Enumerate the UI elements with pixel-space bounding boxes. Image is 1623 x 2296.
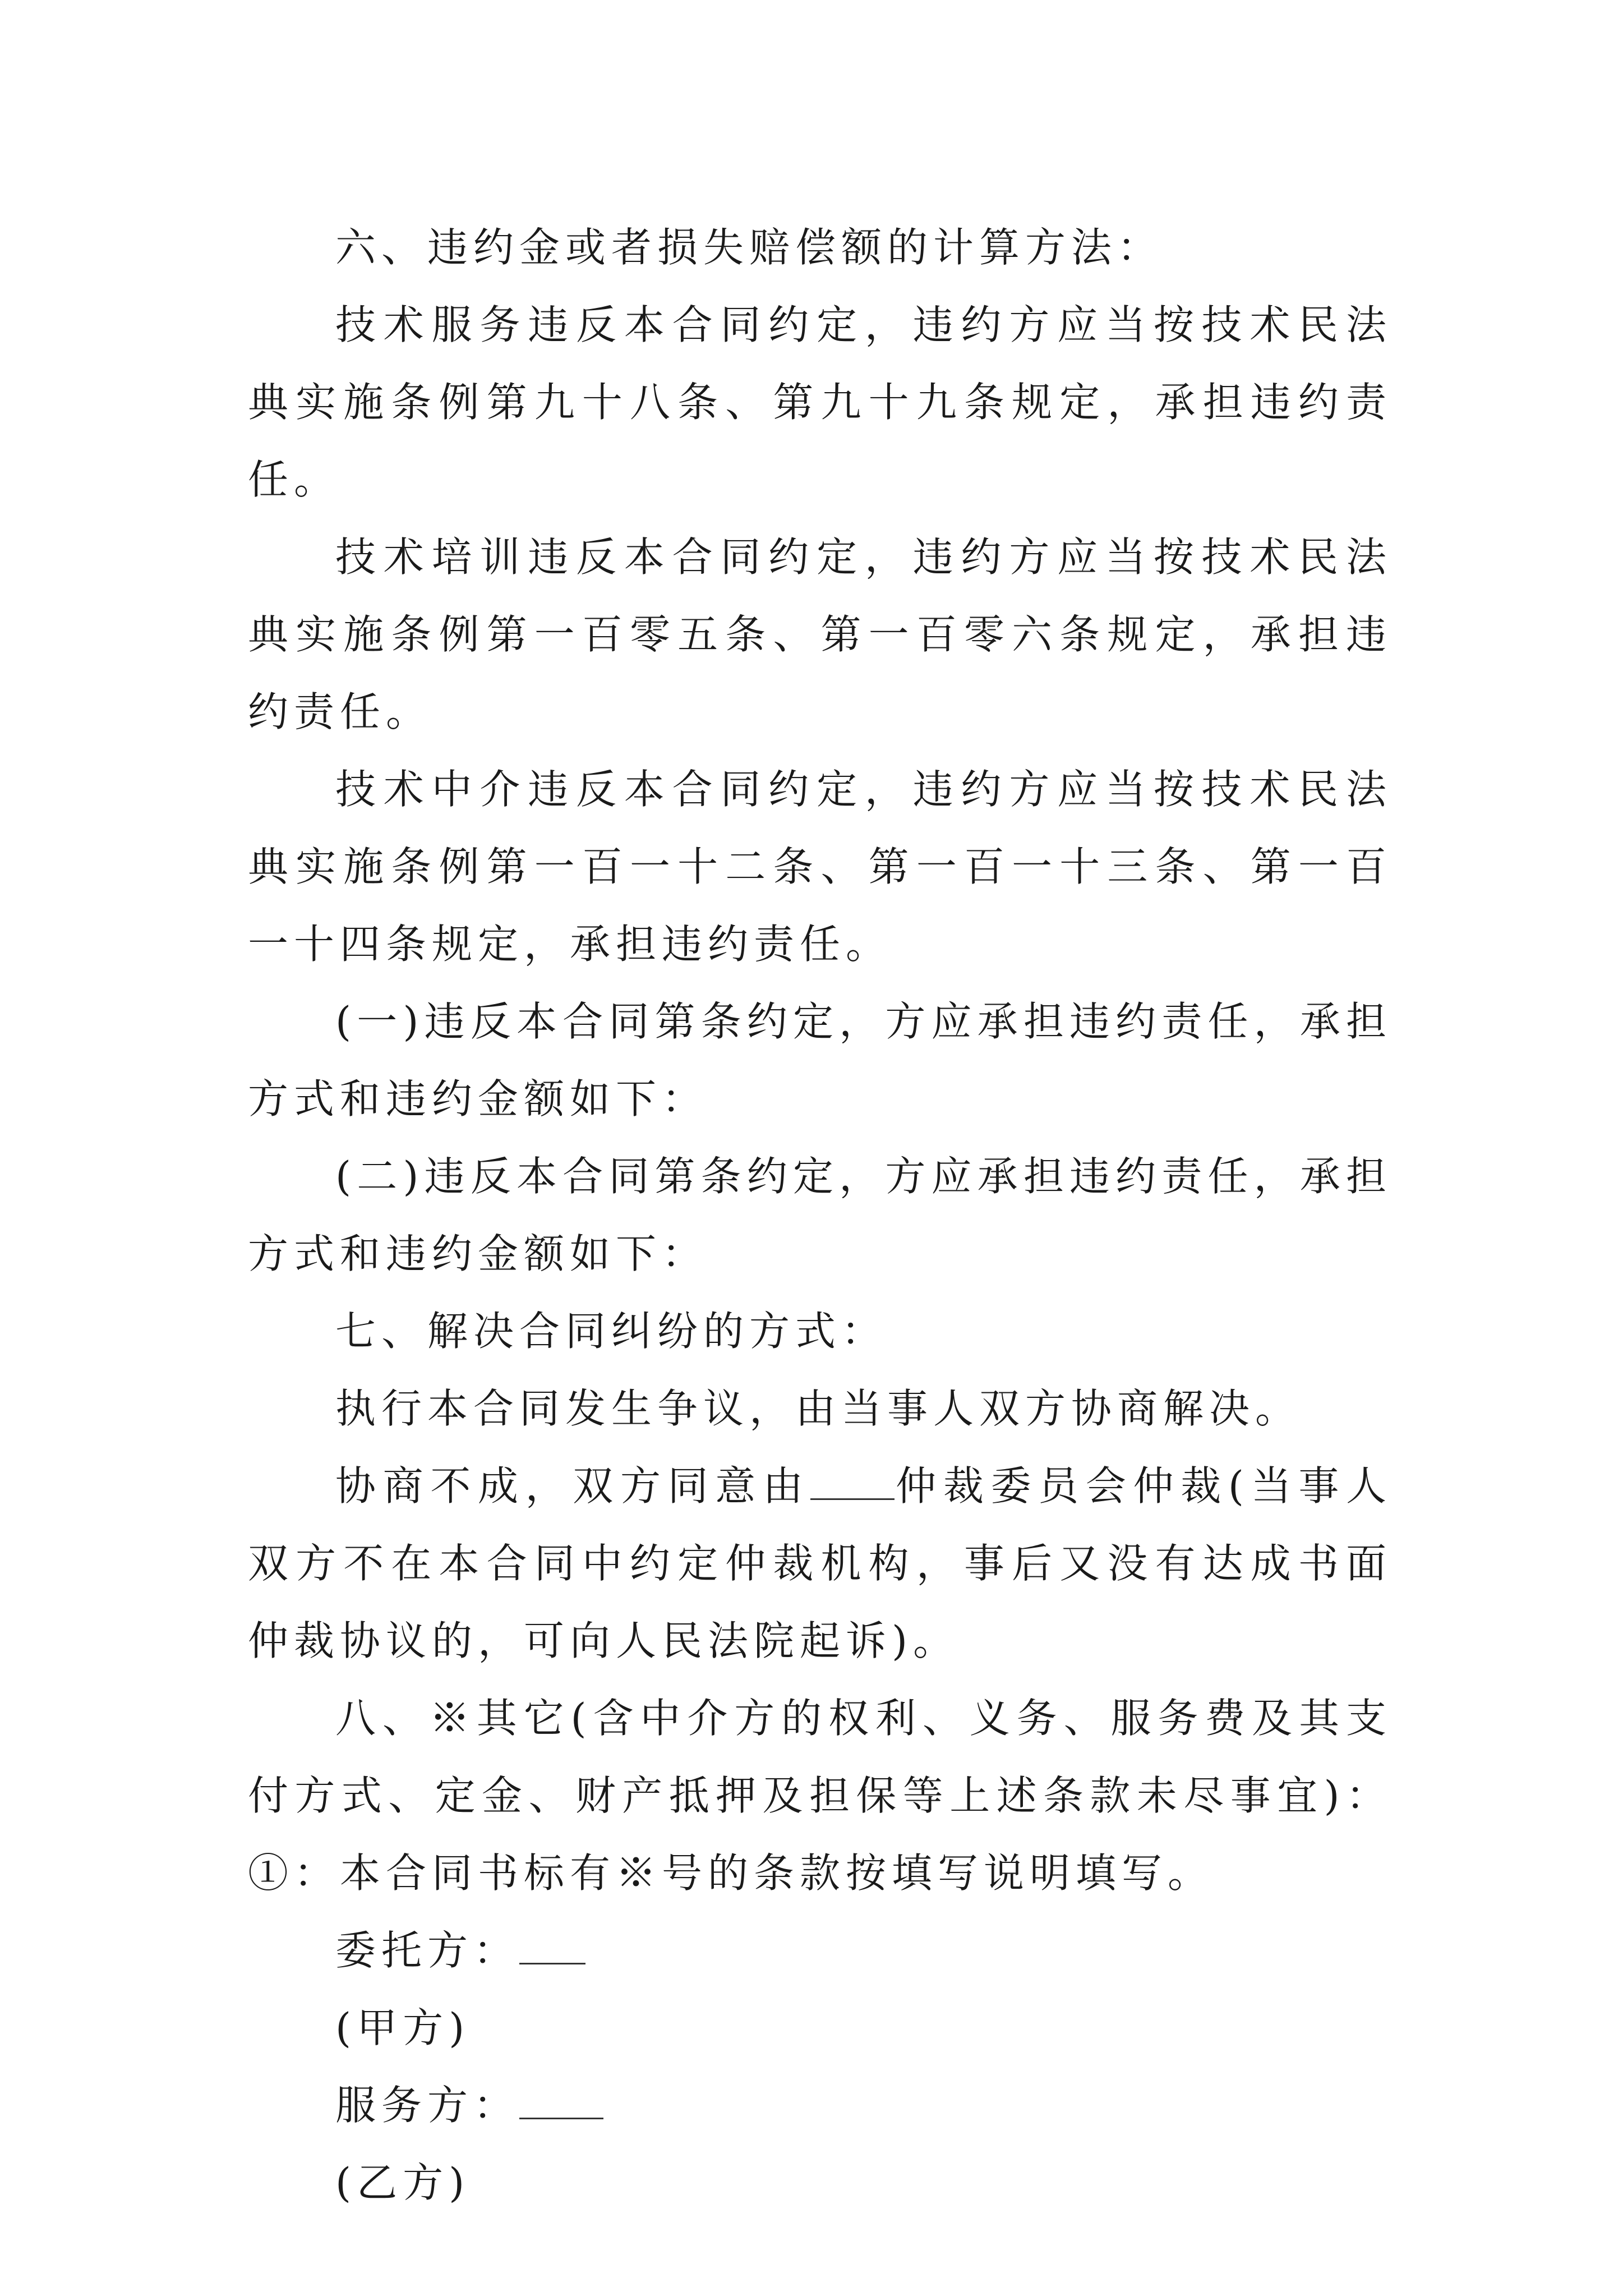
document-body <box>248 209 1392 2221</box>
service-signature-line <box>248 2067 1392 2144</box>
section-seven-heading: 七、解决合同纠纷的方式： <box>335 1308 888 1355</box>
paragraph-tech-training: 技术培训违反本合同约定，违约方应当按技术民法典实施条例第一百零五条、第一百零六条规定，承担违约责任。 <box>248 533 1392 735</box>
client-signature-line <box>248 1912 1392 1989</box>
section-six-heading: 六、违约金或者损失赔偿额的计算方法： <box>335 224 1164 271</box>
client-blank <box>519 1929 585 1964</box>
client-label: 委托方： <box>335 1927 520 1974</box>
paragraph-tech-service: 技术服务违反本合同约定，违约方应当按技术民法典实施条例第九十八条、第九十九条规定，承担违约责任。 <box>248 301 1392 503</box>
service-party: (乙方) <box>335 2159 471 2206</box>
section-eight-paragraph: 八、※其它(含中介方的权利、义务、服务费及其支付方式、定金、财产抵押及担保等上述条款未尽事宜)：①：本合同书标有※号的条款按填写说明填写。 <box>248 1695 1392 1897</box>
arbitration-blank <box>810 1465 895 1500</box>
service-label: 服务方： <box>335 2082 520 2129</box>
client-party: (甲方) <box>335 2004 471 2051</box>
arbitration-text-before: 协商不成，双方同意由 <box>335 1462 810 1510</box>
paragraph-breach-two: (二)违反本合同第条约定，方应承担违约责任，承担方式和违约金额如下： <box>248 1153 1392 1277</box>
arbitration-text-after: 仲裁委员会仲裁(当事人双方不在本合同中约定仲裁机构，事后又没有达成书面仲裁协议的，可向人民法院起诉)。 <box>248 1462 1392 1664</box>
paragraph-negotiation: 执行本合同发生争议，由当事人双方协商解决。 <box>335 1385 1302 1432</box>
paragraph-breach-one: (一)违反本合同第条约定，方应承担违约责任，承担方式和违约金额如下： <box>248 998 1392 1122</box>
paragraph-tech-intermediary: 技术中介违反本合同约定，违约方应当按技术民法典实施条例第一百一十二条、第一百一十三条、第一百一十四条规定，承担违约责任。 <box>248 766 1392 968</box>
service-blank <box>519 2084 603 2119</box>
paragraph-arbitration <box>248 1447 1392 1680</box>
